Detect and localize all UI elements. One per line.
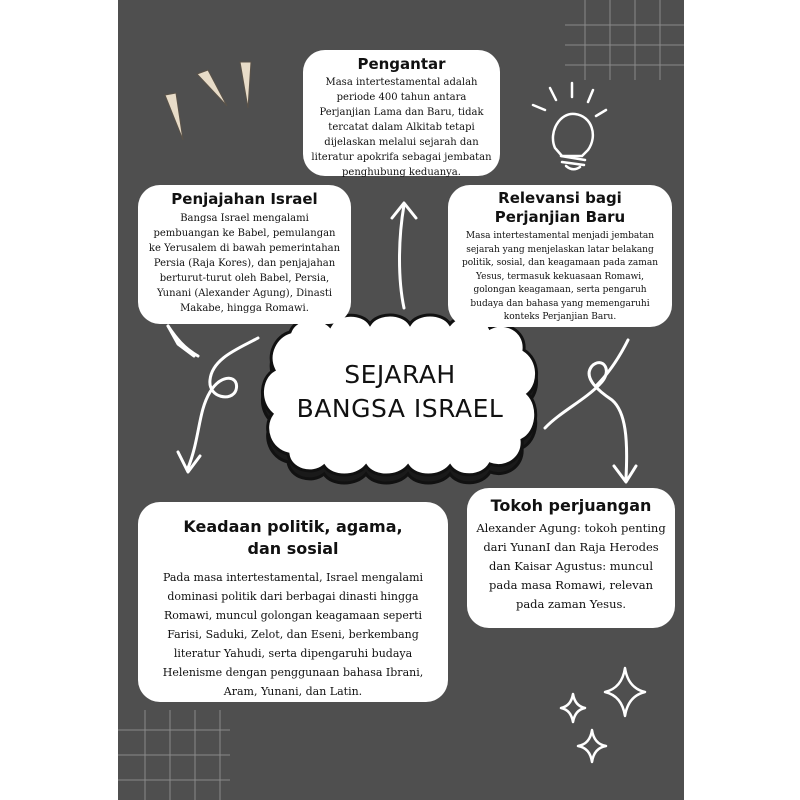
arrow-icon bbox=[168, 326, 258, 472]
card-keadaan bbox=[138, 502, 448, 702]
main-title-line1: SEJARAH bbox=[344, 360, 456, 389]
lightbulb-icon bbox=[533, 83, 606, 169]
card-keadaan-title-line2: dan sosial bbox=[247, 539, 339, 558]
arrow-icon bbox=[545, 340, 636, 482]
spike-icon bbox=[165, 62, 251, 140]
card-penjajahan-body: Bangsa Israel mengalami pembuangan ke Babel, pemulangan ke Yerusalem di bawah pemerintahan Persia (Raja Kores), dan penjajahan berturut-turut oleh Babel, Persia, Yunani (Alexander Agung), Dinasti Makabe, hingga Romawi. bbox=[148, 213, 341, 314]
grid-icon bbox=[565, 0, 684, 80]
card-tokoh-title: Tokoh perjuangan bbox=[490, 496, 652, 515]
grid-icon bbox=[118, 710, 230, 800]
card-tokoh bbox=[467, 488, 675, 628]
card-keadaan-title bbox=[148, 516, 438, 560]
card-relevansi-body: Masa intertestamental menjadi jembatan sejarah yang menjelaskan latar belakang politik, sosial, dan keagamaan pada zaman Yesus, termasuk kekuasaan Romawi, golongan keagamaan, serta pengaruh budaya dan bahasa yang memengaruhi konteks Perjanjian Baru. bbox=[461, 231, 658, 322]
card-pengantar-title: Pengantar bbox=[357, 55, 446, 73]
sparkle-icon bbox=[561, 668, 645, 762]
card-relevansi bbox=[448, 185, 672, 327]
card-keadaan-title-line1: Keadaan politik, agama, bbox=[183, 517, 403, 536]
card-pengantar bbox=[303, 50, 500, 176]
card-keadaan-body: Pada masa intertestamental, Israel mengalami dominasi politik dari berbagai dinasti hingga Romawi, muncul golongan keagamaan seperti Farisi, Saduki, Zelot, dan Eseni, berkembang literatur Yahudi, serta dipengaruhi budaya Helenisme dengan penggunaan bahasa Ibrani, Aram, Yunani, dan Latin. bbox=[162, 571, 424, 698]
card-tokoh-body: Alexander Agung: tokoh penting dari YunanI dan Raja Herodes dan Kaisar Agustus: muncul pada masa Romawi, relevan pada zaman Yesus. bbox=[476, 521, 666, 612]
card-relevansi-title bbox=[456, 189, 664, 227]
main-title bbox=[270, 358, 530, 426]
arrow-icon bbox=[392, 203, 416, 308]
card-penjajahan-title: Penjajahan Israel bbox=[171, 190, 318, 208]
main-title-line2: BANGSA ISRAEL bbox=[296, 394, 504, 423]
card-penjajahan bbox=[138, 185, 351, 324]
card-relevansi-title-line1: Relevansi bagi bbox=[498, 189, 622, 207]
card-relevansi-title-line2: Perjanjian Baru bbox=[494, 208, 626, 226]
card-pengantar-body: Masa intertestamental adalah periode 400 tahun antara Perjanjian Lama dan Baru, tidak tercatat dalam Alkitab tetapi dijelaskan melalui sejarah dan literatur apokrifa sebagai jembatan penghubung keduanya. bbox=[311, 77, 492, 178]
